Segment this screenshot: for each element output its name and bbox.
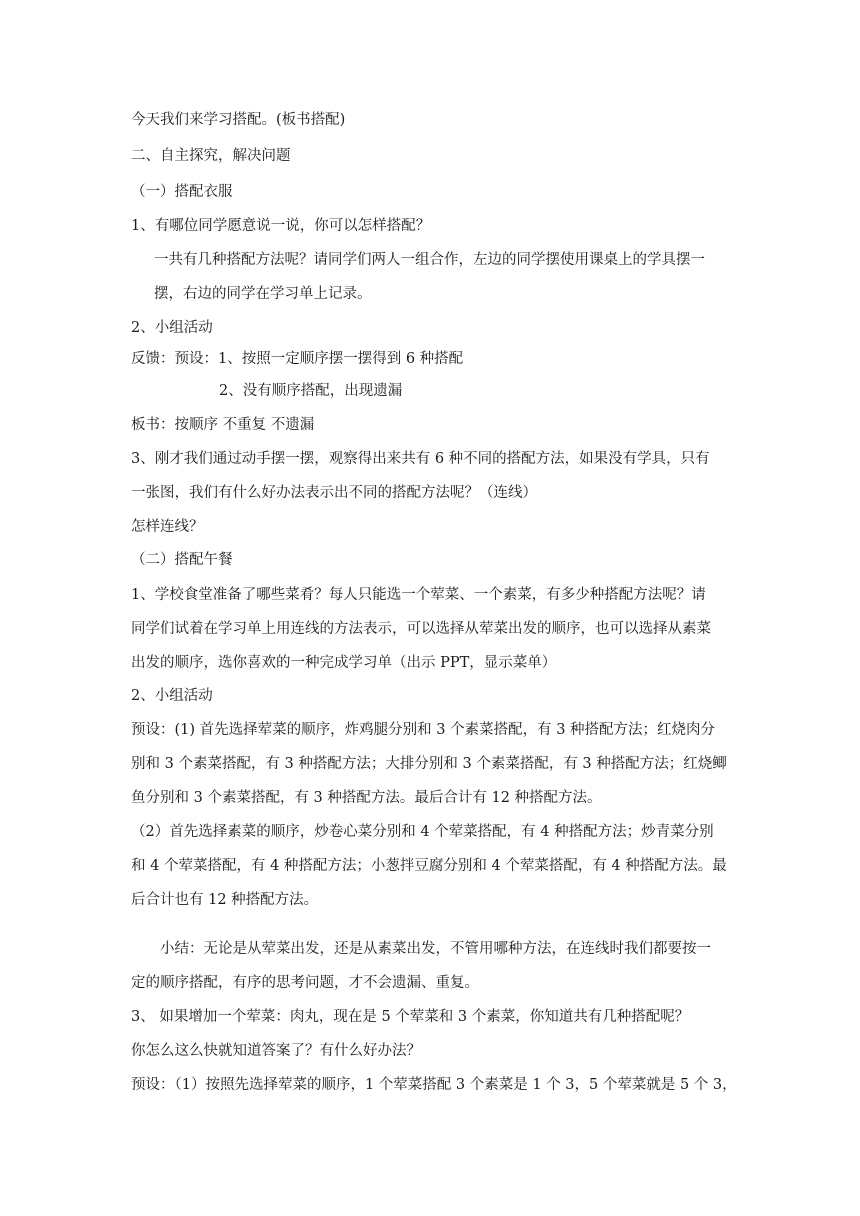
text-line: 别和 3 个素菜搭配，有 3 种搭配方法；大排分别和 3 个素菜搭配，有 3 种搭配方法；红烧鲫 xyxy=(131,756,727,772)
text-line: 3、刚才我们通过动手摆一摆，观察得出来共有 6 种不同的搭配方法，如果没有学具，只有 xyxy=(131,451,710,467)
text-line: 2、小组活动 xyxy=(131,320,213,336)
text-line: 1、学校食堂准备了哪些菜肴？每人只能选一个荤菜、一个素菜，有多少种搭配方法呢？请 xyxy=(131,587,706,603)
text-line: 和 4 个荤菜搭配，有 4 种搭配方法；小葱拌豆腐分别和 4 个荤菜搭配，有 4 种搭配方法。最 xyxy=(131,858,727,874)
section-heading: 二、自主探究，解决问题 xyxy=(131,148,291,164)
text-line: 同学们试着在学习单上用连线的方法表示，可以选择从荤菜出发的顺序，也可以选择从素菜 xyxy=(131,621,711,637)
text-line: （2）首先选择素菜的顺序，炒卷心菜分别和 4 个荤菜搭配，有 4 种搭配方法；炒青菜分别 xyxy=(131,824,714,840)
text-line: 一张图，我们有什么好办法表示出不同的搭配方法呢？（连线） xyxy=(131,485,537,501)
text-line: 一共有几种搭配方法呢？请同学们两人一组合作，左边的同学摆使用课桌上的学具摆一 xyxy=(154,252,705,268)
text-line: 今天我们来学习搭配。(板书搭配) xyxy=(131,112,346,128)
text-line: 鱼分别和 3 个素菜搭配，有 3 种搭配方法。最后合计有 12 种搭配方法。 xyxy=(131,790,602,806)
subsection-heading: （二）搭配午餐 xyxy=(131,552,233,568)
text-line: 反馈：预设：1、按照一定顺序摆一摆得到 6 种搭配 xyxy=(131,351,464,367)
text-line: 预设：（1）按照先选择荤菜的顺序，1 个荤菜搭配 3 个素菜是 1 个 3，5 个荤菜就是 5 个 3， xyxy=(131,1077,737,1093)
text-line: 1、有哪位同学愿意说一说，你可以怎样搭配？ xyxy=(131,218,431,234)
text-line: 出发的顺序，选你喜欢的一种完成学习单（出示 PPT，显示菜单） xyxy=(131,655,557,671)
text-line: 预设：(1) 首先选择荤菜的顺序，炸鸡腿分别和 3 个素菜搭配，有 3 种搭配方法；红烧肉分 xyxy=(131,722,716,738)
text-line: 板书：按顺序 不重复 不遗漏 xyxy=(131,417,315,433)
subsection-heading: （一）搭配衣服 xyxy=(131,184,233,200)
text-line: 定的顺序搭配，有序的思考问题，才不会遗漏、重复。 xyxy=(131,975,479,991)
text-line: 小结：无论是从荤菜出发，还是从素菜出发，不管用哪种方法，在连线时我们都要按一 xyxy=(160,941,711,957)
text-line: 摆，右边的同学在学习单上记录。 xyxy=(154,286,372,302)
text-line: 怎样连线？ xyxy=(131,519,204,535)
text-line: 2、小组活动 xyxy=(131,688,213,704)
text-line: 你怎么这么快就知道答案了？有什么好办法？ xyxy=(131,1043,421,1059)
text-line: 2、没有顺序搭配，出现遗漏 xyxy=(219,383,403,399)
text-line: 后合计也有 12 种搭配方法。 xyxy=(131,892,319,908)
text-line: 3、 如果增加一个荤菜：肉丸，现在是 5 个荤菜和 3 个素菜，你知道共有几种搭配呢？ xyxy=(131,1009,690,1025)
